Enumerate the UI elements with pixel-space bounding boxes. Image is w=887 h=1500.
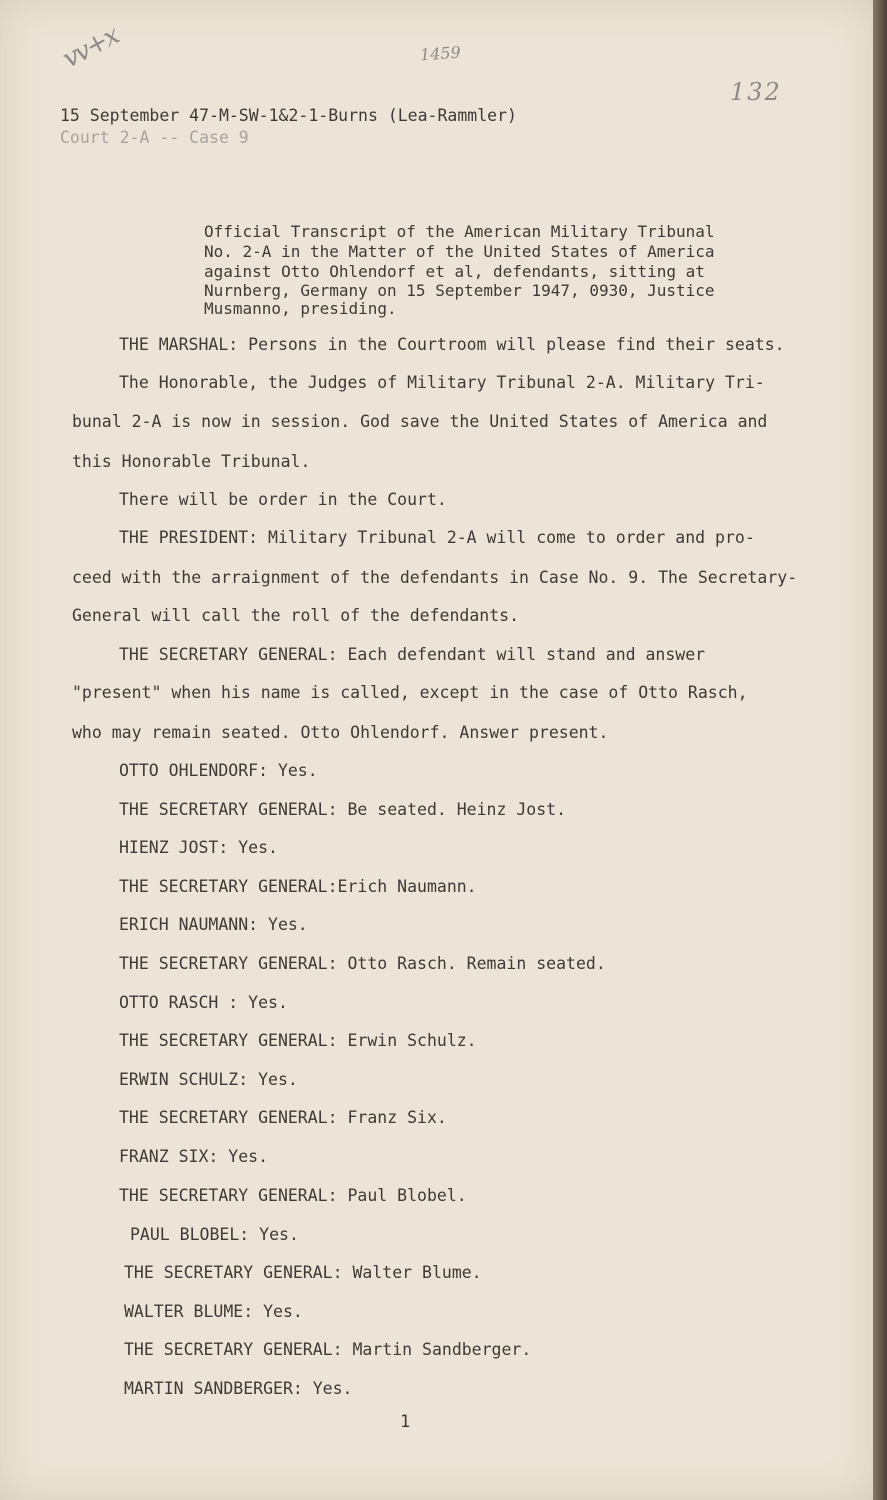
intro-line: Official Transcript of the American Military Tribunal xyxy=(204,222,715,241)
transcript-line: THE SECRETARY GENERAL: Each defendant will stand and answer xyxy=(119,645,706,664)
transcript-line: ERWIN SCHULZ: Yes. xyxy=(119,1070,298,1089)
page-number: 1 xyxy=(400,1412,411,1432)
handwritten-number: 1459 xyxy=(419,42,462,65)
transcript-line: THE MARSHAL: Persons in the Courtroom will please find their seats. xyxy=(119,335,785,354)
header-line-faint: Court 2-A -- Case 9 xyxy=(60,128,249,147)
transcript-line: OTTO RASCH : Yes. xyxy=(119,993,288,1012)
handwritten-mark: vv+x xyxy=(58,20,124,75)
transcript-line: FRANZ SIX: Yes. xyxy=(119,1147,269,1166)
transcript-line: THE PRESIDENT: Military Tribunal 2-A will come to order and pro- xyxy=(119,528,755,547)
transcript-line: THE SECRETARY GENERAL: Martin Sandberger. xyxy=(124,1340,532,1359)
transcript-line: OTTO OHLENDORF: Yes. xyxy=(119,761,318,780)
intro-line: against Otto Ohlendorf et al, defendants, sitting at xyxy=(204,262,705,281)
transcript-line: HIENZ JOST: Yes. xyxy=(119,838,278,857)
transcript-line: THE SECRETARY GENERAL: Franz Six. xyxy=(119,1108,447,1127)
transcript-line: THE SECRETARY GENERAL: Erwin Schulz. xyxy=(119,1031,477,1050)
transcript-line: THE SECRETARY GENERAL: Be seated. Heinz Jost. xyxy=(119,800,567,819)
transcript-line: "present" when his name is called, except in the case of Otto Rasch, xyxy=(72,683,748,702)
intro-line: Musmanno, presiding. xyxy=(204,299,397,318)
transcript-line: THE SECRETARY GENERAL: Paul Blobel. xyxy=(119,1186,467,1205)
transcript-line: THE SECRETARY GENERAL:Erich Naumann. xyxy=(119,877,477,896)
handwritten-page-number: 132 xyxy=(730,78,782,106)
transcript-line: PAUL BLOBEL: Yes. xyxy=(130,1225,299,1244)
transcript-line: General will call the roll of the defendants. xyxy=(72,606,520,625)
transcript-line: The Honorable, the Judges of Military Tribunal 2-A. Military Tri- xyxy=(119,373,765,392)
transcript-line: WALTER BLUME: Yes. xyxy=(124,1302,303,1321)
intro-line: Nurnberg, Germany on 15 September 1947, 0930, Justice xyxy=(204,281,715,300)
transcript-line: bunal 2-A is now in session. God save the United States of America and xyxy=(72,412,768,431)
intro-line: No. 2-A in the Matter of the United States of America xyxy=(204,242,715,261)
scan-edge xyxy=(873,0,887,1500)
transcript-line: There will be order in the Court. xyxy=(119,490,447,509)
transcript-line: this Honorable Tribunal. xyxy=(72,452,311,471)
transcript-line: THE SECRETARY GENERAL: Walter Blume. xyxy=(124,1263,482,1282)
header-line: 15 September 47-M-SW-1&2-1-Burns (Lea-Rammler) xyxy=(60,106,517,125)
transcript-line: MARTIN SANDBERGER: Yes. xyxy=(124,1379,353,1398)
transcript-line: who may remain seated. Otto Ohlendorf. Answer present. xyxy=(72,723,609,742)
transcript-line: THE SECRETARY GENERAL: Otto Rasch. Remain seated. xyxy=(119,954,606,973)
transcript-line: ceed with the arraignment of the defendants in Case No. 9. The Secretary- xyxy=(72,568,798,587)
transcript-line: ERICH NAUMANN: Yes. xyxy=(119,915,308,934)
